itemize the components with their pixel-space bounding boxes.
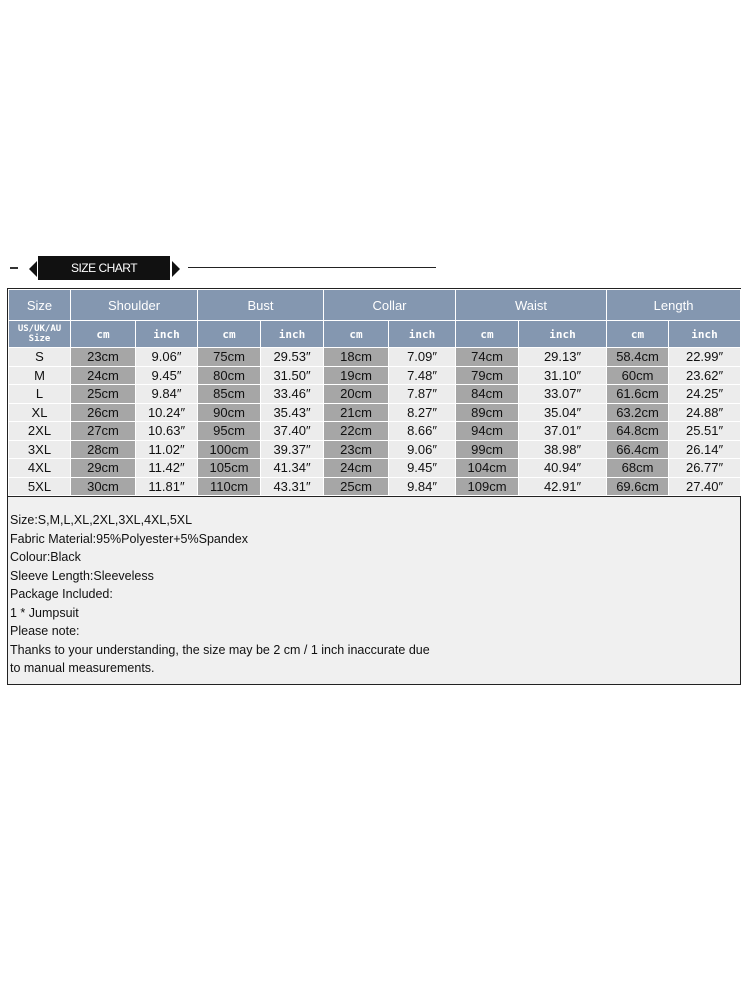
shoulder-inch-cell: 11.02″ xyxy=(136,440,198,459)
size-cell: S xyxy=(9,348,71,367)
note-sizes: Size:S,M,L,XL,2XL,3XL,4XL,5XL xyxy=(10,513,193,527)
collar-cm-cell: 22cm xyxy=(324,422,389,441)
bust-cm-cell: 75cm xyxy=(198,348,261,367)
size-chart-banner xyxy=(8,254,438,284)
table-row xyxy=(9,459,741,478)
length-inch-cell: 25.51″ xyxy=(669,422,741,441)
collar-cm-cell: 21cm xyxy=(324,403,389,422)
length-cm-cell: 64.8cm xyxy=(607,422,669,441)
note-package-heading: Package Included: xyxy=(10,587,113,601)
shoulder-cm-cell: 26cm xyxy=(71,403,136,422)
waist-cm-cell: 79cm xyxy=(456,366,519,385)
bust-inch-cell: 39.37″ xyxy=(261,440,324,459)
unit-inch: inch xyxy=(261,321,324,348)
banner-label: SIZE CHART xyxy=(38,256,170,280)
banner-left-arrow-icon xyxy=(29,261,37,277)
size-cell: L xyxy=(9,385,71,404)
size-cell: 4XL xyxy=(9,459,71,478)
bust-inch-cell: 37.40″ xyxy=(261,422,324,441)
collar-inch-cell: 8.66″ xyxy=(389,422,456,441)
length-inch-cell: 26.77″ xyxy=(669,459,741,478)
header-length: Length xyxy=(607,290,741,321)
table-row xyxy=(9,477,741,496)
bust-inch-cell: 33.46″ xyxy=(261,385,324,404)
bust-cm-cell: 80cm xyxy=(198,366,261,385)
bust-cm-cell: 95cm xyxy=(198,422,261,441)
bust-inch-cell: 29.53″ xyxy=(261,348,324,367)
shoulder-inch-cell: 9.45″ xyxy=(136,366,198,385)
header-row-groups xyxy=(9,290,741,321)
length-inch-cell: 24.25″ xyxy=(669,385,741,404)
header-collar: Collar xyxy=(324,290,456,321)
unit-inch: inch xyxy=(136,321,198,348)
note-package-item: 1 * Jumpsuit xyxy=(10,605,79,620)
length-cm-cell: 63.2cm xyxy=(607,403,669,422)
length-cm-cell: 66.4cm xyxy=(607,440,669,459)
shoulder-cm-cell: 30cm xyxy=(71,477,136,496)
waist-inch-cell: 42.91″ xyxy=(519,477,607,496)
length-cm-cell: 60cm xyxy=(607,366,669,385)
waist-inch-cell: 29.13″ xyxy=(519,348,607,367)
collar-cm-cell: 19cm xyxy=(324,366,389,385)
unit-inch: inch xyxy=(669,321,741,348)
shoulder-inch-cell: 10.24″ xyxy=(136,403,198,422)
shoulder-inch-cell: 11.42″ xyxy=(136,459,198,478)
collar-inch-cell: 7.09″ xyxy=(389,348,456,367)
product-notes xyxy=(8,496,740,678)
collar-cm-cell: 23cm xyxy=(324,440,389,459)
collar-inch-cell: 7.48″ xyxy=(389,366,456,385)
waist-cm-cell: 74cm xyxy=(456,348,519,367)
note-accuracy-line1: Thanks to your understanding, the size may be 2 cm / 1 inch inaccurate due xyxy=(10,642,430,657)
shoulder-cm-cell: 24cm xyxy=(71,366,136,385)
shoulder-cm-cell: 23cm xyxy=(71,348,136,367)
waist-inch-cell: 35.04″ xyxy=(519,403,607,422)
table-row xyxy=(9,385,741,404)
waist-cm-cell: 99cm xyxy=(456,440,519,459)
header-us-uk-au-size: US/UK/AU Size xyxy=(9,321,71,348)
waist-cm-cell: 89cm xyxy=(456,403,519,422)
waist-cm-cell: 94cm xyxy=(456,422,519,441)
bust-cm-cell: 85cm xyxy=(198,385,261,404)
waist-inch-cell: 31.10″ xyxy=(519,366,607,385)
size-cell: 5XL xyxy=(9,477,71,496)
table-row xyxy=(9,440,741,459)
length-cm-cell: 61.6cm xyxy=(607,385,669,404)
bust-cm-cell: 90cm xyxy=(198,403,261,422)
bust-inch-cell: 35.43″ xyxy=(261,403,324,422)
table-row xyxy=(9,348,741,367)
collar-inch-cell: 9.45″ xyxy=(389,459,456,478)
note-please-note: Please note: xyxy=(10,624,80,638)
size-cell: M xyxy=(9,366,71,385)
bust-cm-cell: 110cm xyxy=(198,477,261,496)
length-cm-cell: 69.6cm xyxy=(607,477,669,496)
unit-inch: inch xyxy=(519,321,607,348)
unit-cm: cm xyxy=(198,321,261,348)
unit-cm: cm xyxy=(324,321,389,348)
collar-cm-cell: 24cm xyxy=(324,459,389,478)
table-row xyxy=(9,366,741,385)
collar-inch-cell: 9.06″ xyxy=(389,440,456,459)
shoulder-cm-cell: 28cm xyxy=(71,440,136,459)
waist-inch-cell: 37.01″ xyxy=(519,422,607,441)
shoulder-inch-cell: 11.81″ xyxy=(136,477,198,496)
waist-inch-cell: 38.98″ xyxy=(519,440,607,459)
waist-cm-cell: 104cm xyxy=(456,459,519,478)
waist-cm-cell: 84cm xyxy=(456,385,519,404)
length-inch-cell: 23.62″ xyxy=(669,366,741,385)
length-cm-cell: 68cm xyxy=(607,459,669,478)
header-shoulder: Shoulder xyxy=(71,290,198,321)
waist-inch-cell: 40.94″ xyxy=(519,459,607,478)
collar-inch-cell: 8.27″ xyxy=(389,403,456,422)
banner-dash xyxy=(10,267,18,269)
size-cell: 3XL xyxy=(9,440,71,459)
bust-cm-cell: 105cm xyxy=(198,459,261,478)
table-row xyxy=(9,403,741,422)
bust-inch-cell: 43.31″ xyxy=(261,477,324,496)
note-accuracy-line2: to manual measurements. xyxy=(10,661,155,675)
note-fabric: Fabric Material:95%Polyester+5%Spandex xyxy=(10,531,248,546)
unit-cm: cm xyxy=(71,321,136,348)
bust-inch-cell: 41.34″ xyxy=(261,459,324,478)
length-inch-cell: 22.99″ xyxy=(669,348,741,367)
length-inch-cell: 26.14″ xyxy=(669,440,741,459)
length-cm-cell: 58.4cm xyxy=(607,348,669,367)
shoulder-inch-cell: 9.84″ xyxy=(136,385,198,404)
length-inch-cell: 27.40″ xyxy=(669,477,741,496)
header-bust: Bust xyxy=(198,290,324,321)
shoulder-cm-cell: 29cm xyxy=(71,459,136,478)
shoulder-cm-cell: 27cm xyxy=(71,422,136,441)
unit-cm: cm xyxy=(607,321,669,348)
note-colour: Colour:Black xyxy=(10,550,81,564)
table-row xyxy=(9,422,741,441)
header-row-units xyxy=(9,321,741,348)
waist-cm-cell: 109cm xyxy=(456,477,519,496)
unit-cm: cm xyxy=(456,321,519,348)
bust-cm-cell: 100cm xyxy=(198,440,261,459)
collar-cm-cell: 18cm xyxy=(324,348,389,367)
banner-rule xyxy=(188,267,436,268)
collar-inch-cell: 7.87″ xyxy=(389,385,456,404)
shoulder-cm-cell: 25cm xyxy=(71,385,136,404)
banner-right-arrow-icon xyxy=(172,261,180,277)
shoulder-inch-cell: 9.06″ xyxy=(136,348,198,367)
collar-cm-cell: 20cm xyxy=(324,385,389,404)
collar-cm-cell: 25cm xyxy=(324,477,389,496)
note-sleeve: Sleeve Length:Sleeveless xyxy=(10,568,154,583)
size-table xyxy=(8,289,741,496)
bust-inch-cell: 31.50″ xyxy=(261,366,324,385)
unit-inch: inch xyxy=(389,321,456,348)
size-cell: XL xyxy=(9,403,71,422)
header-waist: Waist xyxy=(456,290,607,321)
header-size: Size xyxy=(9,290,71,321)
collar-inch-cell: 9.84″ xyxy=(389,477,456,496)
shoulder-inch-cell: 10.63″ xyxy=(136,422,198,441)
size-cell: 2XL xyxy=(9,422,71,441)
size-chart xyxy=(7,288,741,685)
length-inch-cell: 24.88″ xyxy=(669,403,741,422)
waist-inch-cell: 33.07″ xyxy=(519,385,607,404)
